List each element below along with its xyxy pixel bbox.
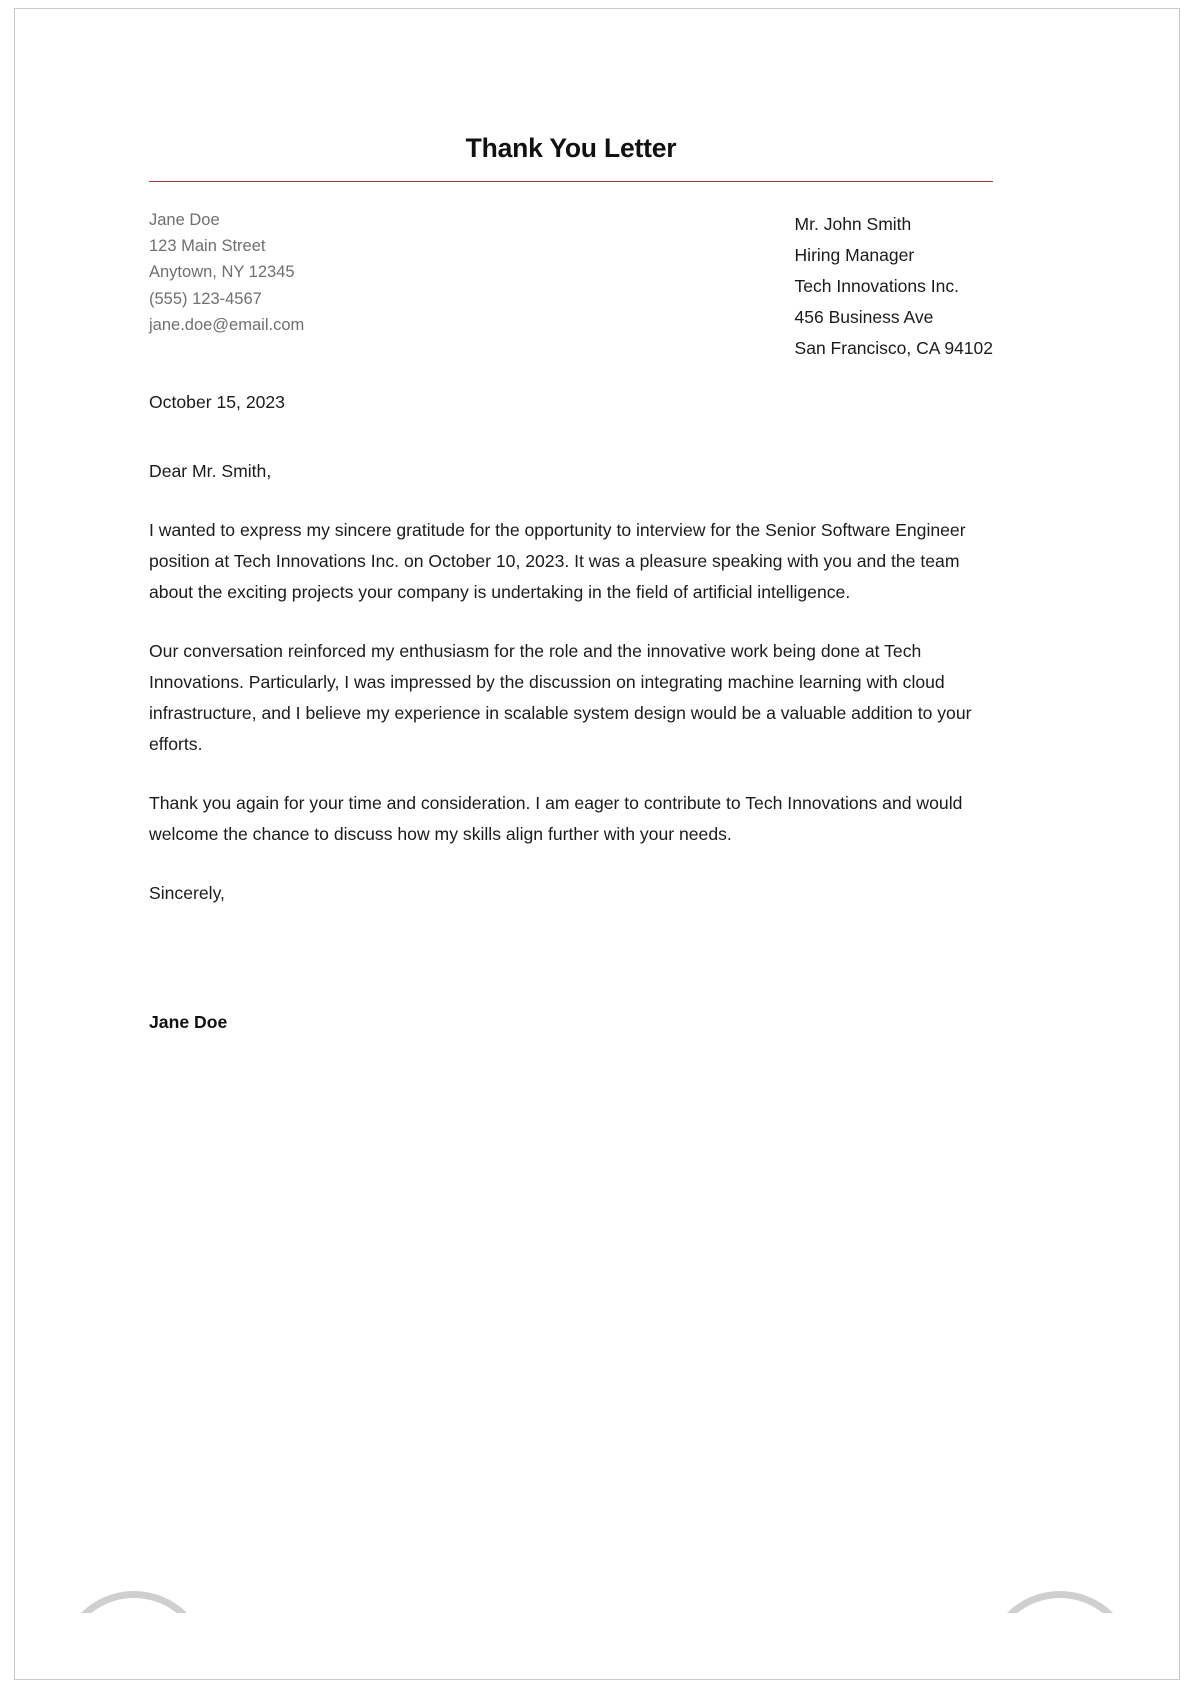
sender-address-block xyxy=(149,207,304,338)
sender-name: Jane Doe xyxy=(149,211,220,229)
title-divider xyxy=(149,181,993,182)
sender-street: 123 Main Street xyxy=(149,237,266,256)
sender-city-state-zip: Anytown, NY 12345 xyxy=(149,263,295,282)
recipient-name: Mr. John Smith xyxy=(794,214,912,234)
signature-name: Jane Doe xyxy=(149,1012,228,1032)
recipient-city-state-zip: San Francisco, CA 94102 xyxy=(794,338,993,358)
letter-closing: Sincerely, xyxy=(149,883,225,903)
address-row xyxy=(149,207,993,364)
recipient-address-block xyxy=(795,207,993,364)
letter-salutation: Dear Mr. Smith, xyxy=(149,461,272,481)
sender-email: jane.doe@email.com xyxy=(149,315,305,334)
letter-paragraph: Thank you again for your time and consideration. I am eager to contribute to Tech Innovations and would welcome the chance to discuss how my skills align further with your needs. xyxy=(149,793,963,844)
arc-mask xyxy=(15,1613,1179,1679)
letter-paragraph: Our conversation reinforced my enthusiasm for the role and the innovative work being done at Tech Innovations. Particularly, I was impressed by the discussion on integrating machine learning with cloud infrastructure, and I believe my experience in scalable system design would be a valuable addition to your efforts. xyxy=(149,641,972,754)
sender-phone: (555) 123-4567 xyxy=(149,289,262,308)
letter-date: October 15, 2023 xyxy=(149,392,285,412)
recipient-job-title: Hiring Manager xyxy=(794,245,915,265)
letter-page xyxy=(14,8,1180,1680)
letter-paragraph: I wanted to express my sincere gratitude for the opportunity to interview for the Senior Software Engineer position at Tech Innovations Inc. on October 10, 2023. It was a pleasure speaking with you and the team about the exciting projects your company is undertaking in the field of artificial intelligence. xyxy=(149,520,966,602)
recipient-street: 456 Business Ave xyxy=(794,307,934,327)
letter-body xyxy=(149,387,997,1038)
letter-header xyxy=(149,133,993,182)
page-title: Thank You Letter xyxy=(465,133,677,163)
recipient-company: Tech Innovations Inc. xyxy=(794,276,959,296)
